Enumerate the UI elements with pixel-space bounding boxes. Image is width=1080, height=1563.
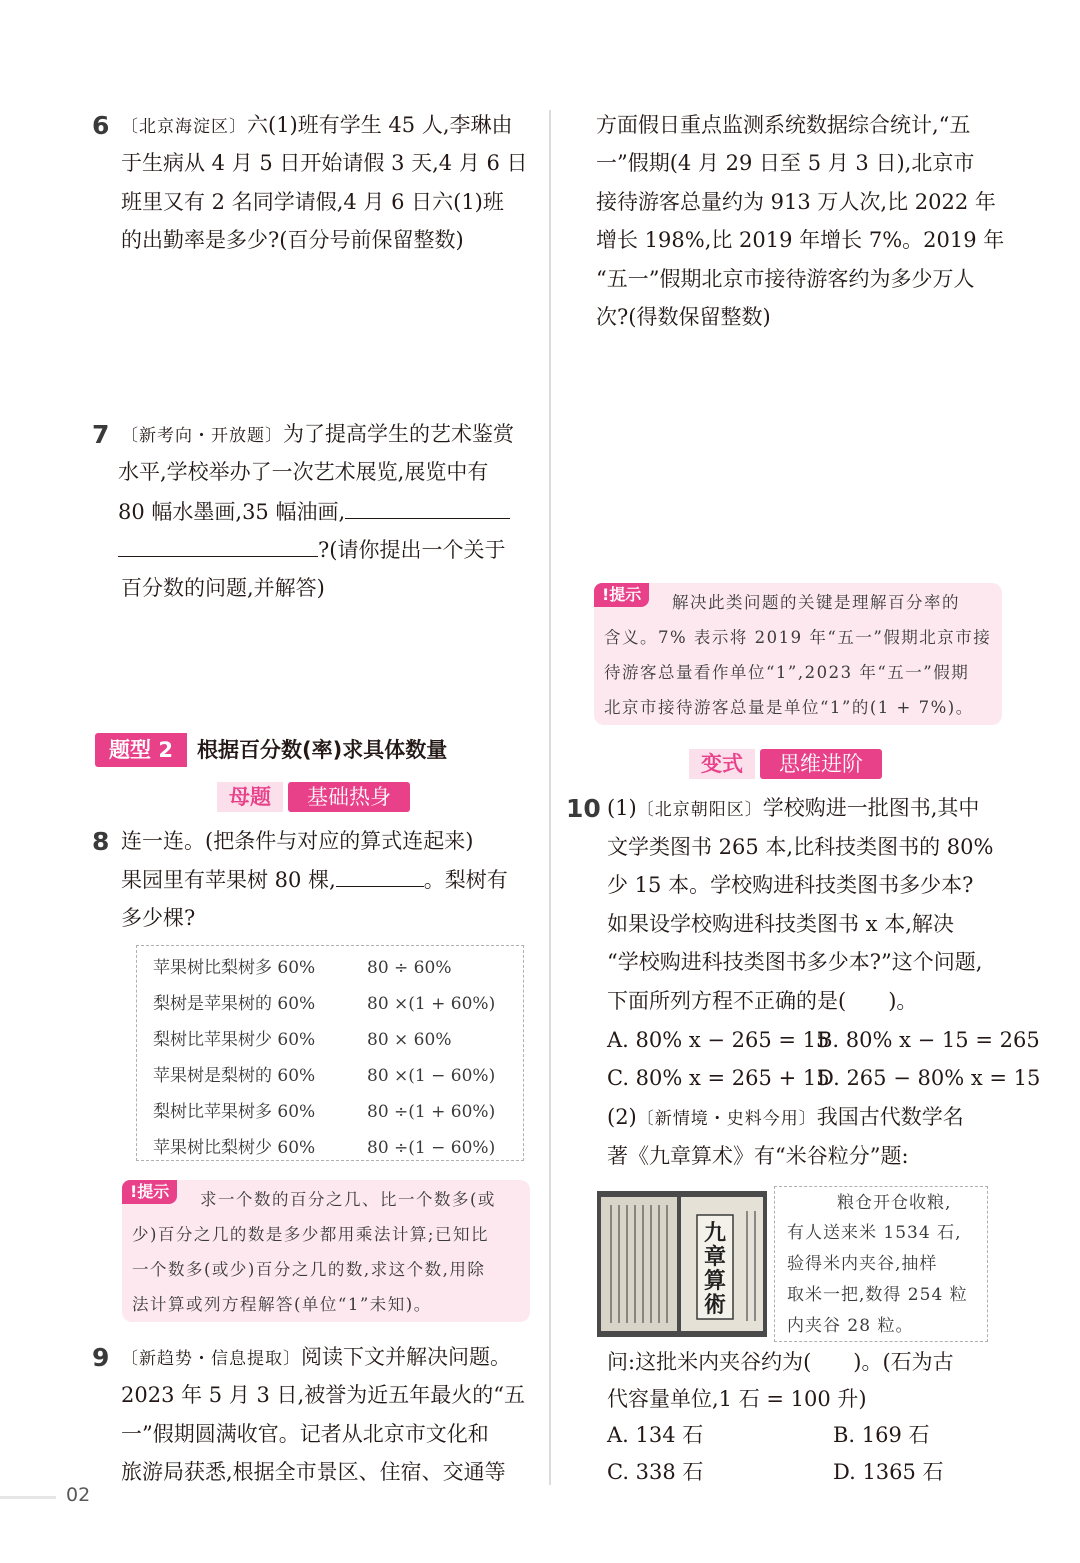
question-9-line-1 [121, 1338, 511, 1378]
mother-question-label: 母题 [217, 782, 283, 812]
question-9-source: 〔新趋势・信息提取〕 [121, 1349, 301, 1369]
quote-box [774, 1186, 988, 1342]
question-8-line-3: 多少棵? [121, 906, 196, 930]
quote-line-5: 内夹谷 28 粒。 [787, 1316, 914, 1336]
book-title: 九章算術 [703, 1220, 726, 1318]
question-9-line-2: 2023 年 5 月 3 日,被誉为近五年最火的“五 [121, 1383, 525, 1407]
question-7-line-2: 水平,学校举办了一次艺术展览,展览中有 [118, 460, 489, 484]
hint-left-line-2: 少)百分之几的数是多少都用乘法计算;已知比 [132, 1225, 489, 1244]
question-9-line-5: 方面假日重点监测系统数据综合统计,“五 [596, 113, 971, 137]
question-10-part-1-prefix: (1) [607, 796, 637, 820]
question-7-blank-1[interactable] [345, 492, 510, 519]
formula-item[interactable]: 80 ×(1 − 60%) [367, 1066, 496, 1086]
column-divider [549, 110, 551, 1485]
condition-item[interactable]: 梨树比苹果树少 60% [153, 1030, 316, 1050]
question-6-line-3: 班里又有 2 名同学请假,4 月 6 日六(1)班 [121, 190, 504, 214]
question-7-blank-2[interactable] [118, 530, 318, 557]
question-6-line-4: 的出勤率是多少?(百分号前保留整数) [121, 228, 464, 252]
condition-item[interactable]: 苹果树比梨树多 60% [153, 958, 316, 978]
question-9-text: 阅读下文并解决问题。 [301, 1345, 511, 1369]
question-10-part-1-source: 〔北京朝阳区〕 [636, 800, 763, 820]
question-8-line-1: 连一连。(把条件与对应的算式连起来) [121, 829, 474, 853]
question-9-line-7: 接待游客总量约为 913 万人次,比 2022 年 [596, 190, 996, 214]
question-10-line-3: 少 15 本。学校购进科技类图书多少本? [607, 873, 974, 897]
option-b[interactable]: B. 169 石 [833, 1423, 930, 1447]
hint-tag-left: !提示 [122, 1180, 177, 1204]
question-10-part-2-text: 我国古代数学名 [816, 1105, 964, 1129]
question-10-part-1-text: 学校购进一批图书,其中 [762, 796, 980, 820]
question-10-part-2-line-1 [607, 1098, 964, 1138]
matching-box [136, 945, 524, 1161]
formula-item[interactable]: 80 × 60% [367, 1030, 452, 1050]
hint-left-line-1: 求一个数的百分之几、比一个数多(或 [200, 1190, 496, 1209]
question-9-line-9: “五一”假期北京市接待游客约为多少万人 [596, 267, 975, 291]
option-a[interactable]: A. 134 石 [607, 1423, 704, 1447]
hint-tag-right: !提示 [594, 583, 649, 607]
question-6-number: 6 [92, 111, 110, 140]
question-10-number: 10 [566, 794, 601, 823]
question-8-blank[interactable] [336, 860, 424, 887]
question-10-line-6: 下面所列方程不正确的是( )。 [607, 989, 918, 1013]
question-type-title: 根据百分数(率)求具体数量 [197, 738, 448, 762]
option-a[interactable]: A. 80% x − 265 = 15 [607, 1028, 830, 1052]
question-6-text: 六(1)班有学生 45 人,李琳由 [247, 113, 513, 137]
question-9-line-8: 增长 198%,比 2019 年增长 7%。2019 年 [596, 228, 1005, 252]
hint-right-line-1: 解决此类问题的关键是理解百分率的 [672, 593, 960, 612]
hint-right-line-2: 含义。7% 表示将 2019 年“五一”假期北京市接 [604, 628, 992, 647]
hint-box-right [594, 583, 1002, 725]
question-10-line-5: “学校购进科技类图书多少本?”这个问题, [607, 950, 983, 974]
question-7-line-1 [121, 415, 514, 455]
question-10-line-1 [607, 789, 979, 829]
book-photo-illustration [597, 1191, 767, 1337]
question-7-line-3-text: 80 幅水墨画,35 幅油画, [118, 500, 346, 524]
formula-item[interactable]: 80 ÷ 60% [367, 958, 452, 978]
question-7-line-4-text: ?(请你提出一个关于 [318, 538, 506, 562]
question-8-line-2-text: 果园里有苹果树 80 棵, [121, 868, 336, 892]
question-9-number: 9 [92, 1343, 110, 1372]
question-6-line-2: 于生病从 4 月 5 日开始请假 3 天,4 月 6 日 [121, 151, 528, 175]
option-c[interactable]: C. 338 石 [607, 1460, 704, 1484]
question-6-line-1 [121, 106, 513, 146]
question-9-line-4: 旅游局获悉,根据全市景区、住宿、交通等 [121, 1460, 506, 1484]
condition-item[interactable]: 梨树比苹果树多 60% [153, 1102, 316, 1122]
hint-left-line-4: 法计算或列方程解答(单位“1”未知)。 [132, 1295, 432, 1314]
question-10-part-2-question-1: 问:这批米内夹谷约为( )。(石为古 [607, 1350, 954, 1374]
question-10-part-2-source: 〔新情境・史料今用〕 [636, 1109, 817, 1129]
question-8-line-2 [121, 860, 508, 899]
question-7-line-5: 百分数的问题,并解答) [121, 576, 325, 600]
question-10-part-2-question-2: 代容量单位,1 石 = 100 升) [607, 1387, 867, 1411]
quote-line-3: 验得米内夹谷,抽样 [787, 1254, 938, 1274]
question-10-line-2: 文学类图书 265 本,比科技类图书的 80% [607, 835, 994, 859]
question-10-line-4: 如果设学校购进科技类图书 x 本,解决 [607, 912, 954, 936]
question-8-line-2-suffix: 。梨树有 [423, 868, 508, 892]
formula-item[interactable]: 80 ×(1 + 60%) [367, 994, 496, 1014]
question-6-source: 〔北京海淀区〕 [121, 117, 247, 137]
quote-line-2: 有人送来米 1534 石, [787, 1223, 962, 1243]
option-d[interactable]: D. 265 − 80% x = 15 [817, 1066, 1041, 1090]
option-d[interactable]: D. 1365 石 [833, 1460, 944, 1484]
page-number: 02 [66, 1484, 91, 1506]
question-9-line-6: 一”假期(4 月 29 日至 5 月 3 日),北京市 [596, 151, 975, 175]
question-9-line-3: 一”假期圆满收官。记者从北京市文化和 [121, 1422, 489, 1446]
formula-item[interactable]: 80 ÷(1 + 60%) [367, 1102, 496, 1122]
footer-bar [0, 1496, 56, 1499]
mother-question-sub-label: 基础热身 [288, 782, 410, 812]
variant-sub-label: 思维进阶 [760, 749, 882, 779]
formula-item[interactable]: 80 ÷(1 − 60%) [367, 1138, 496, 1158]
option-b[interactable]: B. 80% x − 15 = 265 [817, 1028, 1040, 1052]
book-photo [597, 1191, 767, 1337]
quote-line-1: 粮仓开仓收粮, [837, 1193, 952, 1213]
hint-left-line-3: 一个数多(或少)百分之几的数,求这个数,用除 [132, 1260, 486, 1279]
condition-item[interactable]: 苹果树是梨树的 60% [153, 1066, 316, 1086]
variant-label: 变式 [689, 749, 755, 779]
hint-right-line-3: 待游客总量看作单位“1”,2023 年“五一”假期 [604, 663, 970, 682]
question-9-line-10: 次?(得数保留整数) [596, 305, 771, 329]
condition-item[interactable]: 梨树是苹果树的 60% [153, 994, 316, 1014]
condition-item[interactable]: 苹果树比梨树少 60% [153, 1138, 316, 1158]
quote-line-4: 取米一把,数得 254 粒 [787, 1285, 968, 1305]
question-7-number: 7 [92, 420, 110, 449]
question-10-part-2-line-2: 著《九章算术》有“米谷粒分”题: [607, 1144, 909, 1168]
hint-box-left [122, 1180, 530, 1322]
hint-right-line-4: 北京市接待游客总量是单位“1”的(1 + 7%)。 [604, 698, 974, 717]
question-8-number: 8 [92, 827, 110, 856]
question-7-text: 为了提高学生的艺术鉴赏 [283, 422, 514, 446]
question-10-part-2-prefix: (2) [607, 1105, 637, 1129]
question-7-line-3 [118, 492, 510, 531]
option-c[interactable]: C. 80% x = 265 + 15 [607, 1066, 830, 1090]
question-type-badge: 题型 2 [95, 733, 187, 767]
question-7-source: 〔新考向・开放题〕 [121, 426, 283, 446]
question-7-line-4 [118, 530, 505, 569]
